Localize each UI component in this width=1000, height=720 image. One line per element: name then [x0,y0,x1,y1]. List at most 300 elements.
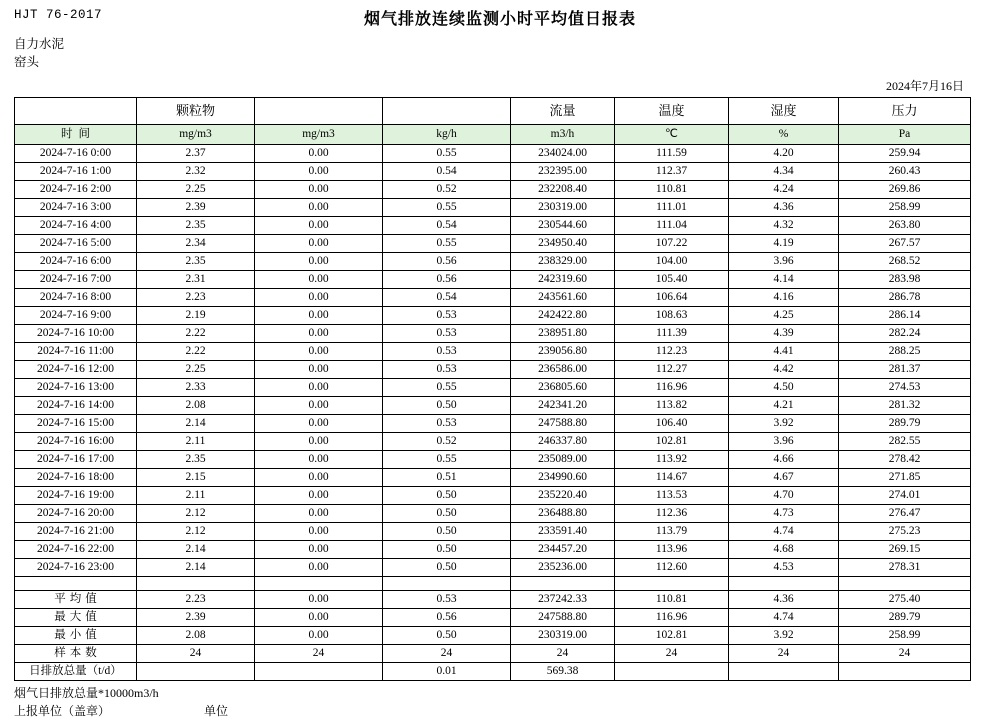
cell-c4: 238329.00 [511,253,615,271]
cell-c5: 108.63 [615,307,729,325]
cell-c5: 113.53 [615,487,729,505]
cell-c2: 0.00 [255,469,383,487]
cell-c6: 4.73 [729,505,839,523]
cell-c1: 2.25 [137,181,255,199]
cell-time: 2024-7-16 17:00 [15,451,137,469]
cell-c4: 243561.60 [511,289,615,307]
emissions-table [14,97,971,681]
cell-c7: 263.80 [839,217,971,235]
cell-c3: 0.55 [383,235,511,253]
cell-c1: 24 [137,645,255,663]
cell-c5: 112.37 [615,163,729,181]
table-group-header-row [15,98,971,125]
cell-c2: 0.00 [255,523,383,541]
cell-time: 2024-7-16 10:00 [15,325,137,343]
cell-c6: 4.74 [729,609,839,627]
facility-name: 窑头 [14,55,40,70]
cell-c6: 4.19 [729,235,839,253]
cell-time: 2024-7-16 11:00 [15,343,137,361]
group-header-temperature: 温度 [615,98,729,125]
cell-c7: 269.86 [839,181,971,199]
cell-c5: 112.23 [615,343,729,361]
cell-c3: 0.54 [383,163,511,181]
table-body [15,145,971,681]
cell-c4: 230544.60 [511,217,615,235]
cell-c1: 2.39 [137,609,255,627]
cell-c2: 0.00 [255,217,383,235]
summary-label: 样本数 [15,645,137,663]
cell-c1: 2.22 [137,325,255,343]
cell-c7: 258.99 [839,627,971,645]
cell-c3: 0.52 [383,433,511,451]
cell-c4: 235089.00 [511,451,615,469]
table-row [15,361,971,379]
cell-time: 2024-7-16 19:00 [15,487,137,505]
cell-c1: 2.14 [137,541,255,559]
cell-c4: 232208.40 [511,181,615,199]
cell-c4: 234024.00 [511,145,615,163]
cell-time: 2024-7-16 6:00 [15,253,137,271]
cell-c7: 269.15 [839,541,971,559]
cell-c5: 112.27 [615,361,729,379]
cell-c6: 4.41 [729,343,839,361]
cell-c2: 0.00 [255,505,383,523]
cell-c2: 0.00 [255,145,383,163]
cell-time: 2024-7-16 16:00 [15,433,137,451]
cell-c1: 2.31 [137,271,255,289]
cell-c3: 0.50 [383,397,511,415]
cell-time: 2024-7-16 3:00 [15,199,137,217]
cell-c7: 278.31 [839,559,971,577]
cell-c2: 0.00 [255,199,383,217]
cell-time: 2024-7-16 15:00 [15,415,137,433]
cell-c4: 242422.80 [511,307,615,325]
cell-c2: 0.00 [255,559,383,577]
cell-c3: 0.53 [383,343,511,361]
cell-time: 2024-7-16 21:00 [15,523,137,541]
spacer-cell [15,577,137,591]
footer-reporting-unit: 上报单位（盖章） [14,704,111,719]
cell-c5: 113.79 [615,523,729,541]
cell-c1: 2.35 [137,253,255,271]
summary-label: 平均值 [15,591,137,609]
cell-c1: 2.08 [137,627,255,645]
cell-c5: 113.92 [615,451,729,469]
cell-c6: 4.74 [729,523,839,541]
cell-c4: 246337.80 [511,433,615,451]
cell-c2: 0.00 [255,271,383,289]
cell-c6: 3.96 [729,433,839,451]
unit-particulate-concentration: mg/m3 [137,125,255,145]
summary-label: 最大值 [15,609,137,627]
cell-c4: 239056.80 [511,343,615,361]
table-row [15,289,971,307]
cell-c4: 242341.20 [511,397,615,415]
footer [14,684,986,720]
cell-c5: 116.96 [615,379,729,397]
summary-row-average [15,591,971,609]
cell-c5: 111.59 [615,145,729,163]
table-unit-row [15,125,971,145]
summary-row-daily-total [15,663,971,681]
table-row [15,415,971,433]
cell-c7: 281.32 [839,397,971,415]
cell-c5: 113.82 [615,397,729,415]
cell-c3: 0.50 [383,559,511,577]
cell-c1: 2.35 [137,451,255,469]
cell-c3: 0.55 [383,379,511,397]
table-row [15,379,971,397]
cell-c2: 0.00 [255,253,383,271]
unit-flow: m3/h [511,125,615,145]
cell-c7: 283.98 [839,271,971,289]
cell-time: 2024-7-16 0:00 [15,145,137,163]
group-header-particulate: 颗粒物 [137,98,255,125]
cell-c6: 4.42 [729,361,839,379]
cell-c1: 2.22 [137,343,255,361]
cell-c1: 2.23 [137,591,255,609]
cell-c7: 274.01 [839,487,971,505]
cell-c4: 233591.40 [511,523,615,541]
cell-c5: 105.40 [615,271,729,289]
cell-c6: 4.53 [729,559,839,577]
cell-c3: 0.55 [383,451,511,469]
cell-time: 2024-7-16 14:00 [15,397,137,415]
unit-temperature: ℃ [615,125,729,145]
cell-c7: 274.53 [839,379,971,397]
cell-c6: 4.50 [729,379,839,397]
table-row [15,181,971,199]
cell-c5 [615,663,729,681]
cell-c3: 0.56 [383,609,511,627]
cell-c7: 281.37 [839,361,971,379]
cell-c7 [839,663,971,681]
cell-c7: 289.79 [839,415,971,433]
table-row [15,145,971,163]
cell-c7: 282.24 [839,325,971,343]
table-row [15,451,971,469]
cell-c3: 0.53 [383,361,511,379]
cell-c1: 2.34 [137,235,255,253]
cell-c6: 4.21 [729,397,839,415]
cell-c1: 2.39 [137,199,255,217]
cell-c2: 0.00 [255,307,383,325]
cell-c6: 3.96 [729,253,839,271]
cell-c1: 2.37 [137,145,255,163]
cell-c3: 24 [383,645,511,663]
cell-c6: 4.66 [729,451,839,469]
summary-row-minimum [15,627,971,645]
cell-c3: 0.53 [383,307,511,325]
table-row [15,343,971,361]
cell-c3: 0.50 [383,523,511,541]
group-header-humidity: 湿度 [729,98,839,125]
cell-c3: 0.53 [383,325,511,343]
cell-c2: 0.00 [255,415,383,433]
cell-c6: 4.14 [729,271,839,289]
cell-c1: 2.14 [137,415,255,433]
group-header-blank-3 [383,98,511,125]
footer-unit: 单位 [204,704,229,719]
cell-c6: 4.24 [729,181,839,199]
cell-c1: 2.25 [137,361,255,379]
spacer-cell [615,577,729,591]
cell-c3: 0.56 [383,271,511,289]
cell-c4: 569.38 [511,663,615,681]
cell-c5: 24 [615,645,729,663]
cell-time: 2024-7-16 1:00 [15,163,137,181]
cell-c1: 2.08 [137,397,255,415]
org-block [14,35,986,71]
cell-c4: 247588.80 [511,609,615,627]
cell-c4: 235236.00 [511,559,615,577]
table-row [15,217,971,235]
cell-c5: 116.96 [615,609,729,627]
cell-c5: 112.60 [615,559,729,577]
group-header-blank-2 [255,98,383,125]
cell-c4: 236488.80 [511,505,615,523]
cell-c5: 112.36 [615,505,729,523]
cell-c6: 4.67 [729,469,839,487]
cell-c2: 0.00 [255,379,383,397]
table-row [15,397,971,415]
cell-time: 2024-7-16 4:00 [15,217,137,235]
cell-time: 2024-7-16 5:00 [15,235,137,253]
cell-c7: 275.40 [839,591,971,609]
cell-time: 2024-7-16 2:00 [15,181,137,199]
cell-c7: 289.79 [839,609,971,627]
cell-c3: 0.56 [383,253,511,271]
cell-c2: 0.00 [255,609,383,627]
cell-c7: 275.23 [839,523,971,541]
unit-col4: kg/h [383,125,511,145]
cell-c1: 2.14 [137,559,255,577]
cell-c4: 237242.33 [511,591,615,609]
cell-c4: 236586.00 [511,361,615,379]
cell-time: 2024-7-16 13:00 [15,379,137,397]
cell-c2: 0.00 [255,325,383,343]
cell-time: 2024-7-16 8:00 [15,289,137,307]
cell-c5: 110.81 [615,591,729,609]
cell-c5: 106.40 [615,415,729,433]
cell-c2: 0.00 [255,343,383,361]
cell-time: 2024-7-16 7:00 [15,271,137,289]
cell-c1: 2.35 [137,217,255,235]
cell-c1: 2.12 [137,523,255,541]
cell-c2: 0.00 [255,451,383,469]
table-row [15,523,971,541]
cell-c3: 0.50 [383,627,511,645]
spacer-cell [255,577,383,591]
cell-c1: 2.11 [137,433,255,451]
cell-time: 2024-7-16 12:00 [15,361,137,379]
cell-c7: 258.99 [839,199,971,217]
cell-c7: 267.57 [839,235,971,253]
summary-label: 最小值 [15,627,137,645]
unit-humidity: % [729,125,839,145]
cell-c2: 24 [255,645,383,663]
table-row [15,433,971,451]
cell-c1: 2.32 [137,163,255,181]
cell-c2: 0.00 [255,181,383,199]
cell-c6: 4.36 [729,591,839,609]
cell-c6: 3.92 [729,415,839,433]
cell-time: 2024-7-16 20:00 [15,505,137,523]
cell-c5: 107.22 [615,235,729,253]
cell-c2: 0.00 [255,541,383,559]
cell-c3: 0.53 [383,591,511,609]
cell-c5: 106.64 [615,289,729,307]
table-row [15,325,971,343]
cell-time: 2024-7-16 22:00 [15,541,137,559]
cell-c4: 234950.40 [511,235,615,253]
cell-c2: 0.00 [255,397,383,415]
daily-total-label: 日排放总量（t/d） [15,663,137,681]
cell-c4: 235220.40 [511,487,615,505]
summary-row-sample-count [15,645,971,663]
unit-pressure: Pa [839,125,971,145]
spacer-cell [729,577,839,591]
cell-c6: 3.92 [729,627,839,645]
cell-c6: 4.36 [729,199,839,217]
cell-c7: 259.94 [839,145,971,163]
group-header-flow: 流量 [511,98,615,125]
table-row [15,163,971,181]
table-spacer-row [15,577,971,591]
cell-c1: 2.23 [137,289,255,307]
cell-c3: 0.55 [383,199,511,217]
cell-c1 [137,663,255,681]
cell-c3: 0.50 [383,505,511,523]
cell-c2: 0.00 [255,487,383,505]
spacer-cell [383,577,511,591]
cell-c4: 24 [511,645,615,663]
org-name: 自力水泥 [14,37,65,51]
table-row [15,253,971,271]
spacer-cell [511,577,615,591]
cell-c7: 268.52 [839,253,971,271]
cell-c3: 0.52 [383,181,511,199]
table-row [15,469,971,487]
table-row [15,307,971,325]
cell-c2: 0.00 [255,163,383,181]
cell-c7: 278.42 [839,451,971,469]
cell-c4: 242319.60 [511,271,615,289]
cell-c2 [255,663,383,681]
group-header-pressure: 压力 [839,98,971,125]
cell-c5: 102.81 [615,433,729,451]
group-header-time [15,98,137,125]
cell-c7: 276.47 [839,505,971,523]
spacer-cell [839,577,971,591]
table-row [15,559,971,577]
cell-c1: 2.19 [137,307,255,325]
cell-c6: 4.32 [729,217,839,235]
cell-c6: 24 [729,645,839,663]
cell-c4: 230319.00 [511,627,615,645]
cell-c6: 4.16 [729,289,839,307]
cell-c3: 0.50 [383,487,511,505]
cell-c4: 230319.00 [511,199,615,217]
cell-c3: 0.54 [383,217,511,235]
cell-c2: 0.00 [255,433,383,451]
cell-c7: 24 [839,645,971,663]
cell-c6: 4.25 [729,307,839,325]
cell-c4: 234990.60 [511,469,615,487]
summary-row-maximum [15,609,971,627]
cell-c1: 2.33 [137,379,255,397]
cell-time: 2024-7-16 23:00 [15,559,137,577]
cell-c6: 4.68 [729,541,839,559]
report-date: 2024年7月16日 [885,79,964,94]
cell-c6: 4.70 [729,487,839,505]
cell-c7: 286.14 [839,307,971,325]
cell-c5: 102.81 [615,627,729,645]
cell-c7: 271.85 [839,469,971,487]
spacer-cell [137,577,255,591]
cell-c6: 4.20 [729,145,839,163]
footer-signature-row [14,702,986,720]
cell-c5: 113.96 [615,541,729,559]
cell-c3: 0.01 [383,663,511,681]
cell-time: 2024-7-16 18:00 [15,469,137,487]
footer-note: 烟气日排放总量*10000m3/h [14,686,159,701]
page-title: 烟气排放连续监测小时平均值日报表 [363,11,636,28]
cell-c2: 0.00 [255,289,383,307]
table-row [15,199,971,217]
table-row [15,487,971,505]
cell-c2: 0.00 [255,627,383,645]
cell-c2: 0.00 [255,235,383,253]
cell-time: 2024-7-16 9:00 [15,307,137,325]
cell-c1: 2.15 [137,469,255,487]
cell-c3: 0.50 [383,541,511,559]
cell-c4: 236805.60 [511,379,615,397]
cell-c6: 4.34 [729,163,839,181]
cell-c2: 0.00 [255,361,383,379]
cell-c3: 0.55 [383,145,511,163]
standard-code: HJT 76-2017 [14,8,103,22]
cell-c7: 282.55 [839,433,971,451]
cell-c3: 0.51 [383,469,511,487]
cell-c7: 260.43 [839,163,971,181]
cell-c5: 110.81 [615,181,729,199]
cell-c4: 232395.00 [511,163,615,181]
cell-c4: 238951.80 [511,325,615,343]
cell-c5: 104.00 [615,253,729,271]
cell-c5: 111.39 [615,325,729,343]
cell-c7: 288.25 [839,343,971,361]
cell-c3: 0.53 [383,415,511,433]
cell-c5: 111.01 [615,199,729,217]
table-row [15,271,971,289]
cell-c5: 114.67 [615,469,729,487]
cell-c1: 2.12 [137,505,255,523]
cell-c3: 0.54 [383,289,511,307]
unit-time: 时间 [15,125,137,145]
cell-c6: 4.39 [729,325,839,343]
cell-c7: 286.78 [839,289,971,307]
cell-c1: 2.11 [137,487,255,505]
table-row [15,541,971,559]
table-row [15,235,971,253]
cell-c2: 0.00 [255,591,383,609]
cell-c4: 247588.80 [511,415,615,433]
unit-col3: mg/m3 [255,125,383,145]
table-row [15,505,971,523]
cell-c5: 111.04 [615,217,729,235]
cell-c4: 234457.20 [511,541,615,559]
